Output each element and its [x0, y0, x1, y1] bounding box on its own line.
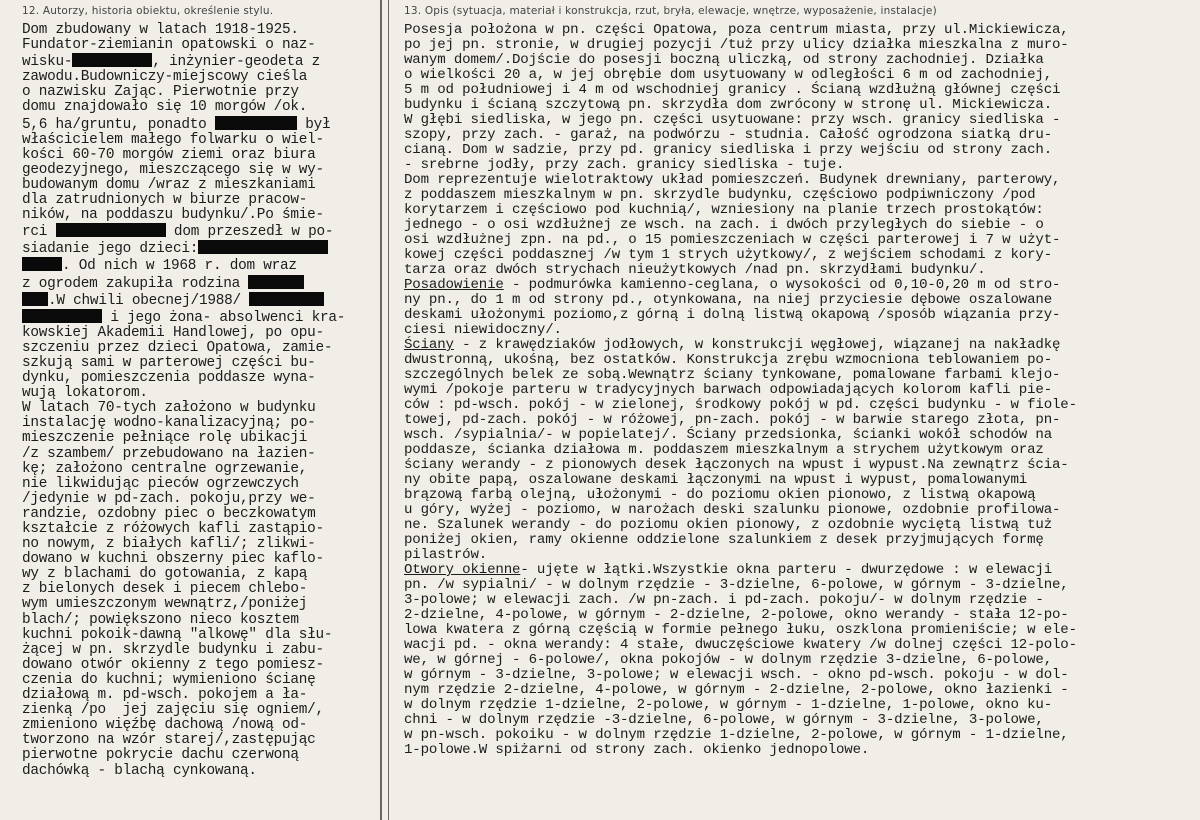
line-text: kości 60-70 morgów ziemi oraz biura [22, 146, 316, 163]
line-text: dowano w kuchni obszerny piec kaflo- [22, 551, 324, 568]
text-line [22, 613, 374, 628]
line-text: wym umieszczonym wewnątrz,/poniżej [22, 596, 308, 613]
line-text: poddasze, ścianka działowa m. poddaszem mieszkalnym a strychem użytkowym oraz [404, 442, 1044, 458]
text-line [404, 473, 1196, 488]
line-text: - podmurówka kamienno-ceglana, o wysokości od 0,10-0,20 m od stro- [503, 277, 1061, 293]
line-text: o wielkości 20 a, w jej obrębie dom usytuowany w odległości 6 m od zachodniej, [404, 67, 1052, 83]
line-text: Posesja położona w pn. części Opatowa, poza centrum miasta, przy ul.Mickiewicza, [404, 22, 1069, 38]
text-line [404, 743, 1196, 758]
text-line [22, 85, 374, 100]
line-text: zmieniono więźbę dachową /nową od- [22, 717, 308, 734]
line-text: 1-polowe.W spiżarni od strony zach. okienko jednopolowe. [404, 742, 870, 758]
text-line [22, 275, 374, 292]
line-text: dowano otwór okienny z tego pomiesz- [22, 656, 324, 673]
text-line [404, 68, 1196, 83]
text-line [22, 223, 374, 240]
line-text: ne. Szalunek werandy - do poziomu okien pionowy, z ozdobnie wyciętą listwą tuż [404, 517, 1052, 533]
text-line [404, 608, 1196, 623]
column-divider-inner [388, 0, 389, 820]
text-line [22, 148, 374, 163]
line-text: ny obite papą, oszalowane deskami łączonymi na wpust i wypust, pomalowanymi [404, 472, 1028, 488]
line-text: W latach 70-tych założono w budynku [22, 400, 316, 417]
line-text: ców : pd-wsch. pokój - w zielonej, środkowy pokój w pd. części budynku - w fiole- [404, 397, 1077, 413]
redaction-bar [22, 309, 102, 323]
text-line [404, 188, 1196, 203]
line-text: instalację wodno-kanalizacyjną; po- [22, 415, 316, 432]
line-text: kę; założono centralne ogrzewanie, [22, 460, 308, 477]
line-text: . Od nich w 1968 r. dom wraz [62, 258, 297, 275]
text-line [404, 368, 1196, 383]
line-text: - srebrne jodły, przy zach. granicy siedliska - tuje. [404, 157, 845, 173]
text-line [404, 98, 1196, 113]
line-text: /z szambem/ przebudowano na łazien- [22, 445, 316, 462]
text-line [404, 398, 1196, 413]
line-text: działową m. pd-wsch. pokojem a ła- [22, 687, 308, 704]
line-text: ników, na poddaszu budynku/.Po śmie- [22, 207, 324, 224]
text-line [22, 567, 374, 582]
section-heading: Otwory okienne [404, 562, 521, 578]
line-text: żącej w pn. skrzydle budynku i zabu- [22, 641, 324, 658]
line-text: Dom reprezentuje wielotraktowy układ pomieszczeń. Budynek drewniany, parterowy, [404, 172, 1061, 188]
text-line [22, 401, 374, 416]
text-line [404, 293, 1196, 308]
line-text: budynku i ścianą szczytową pn. skrzydła dom zwrócony w stronę ul. Mickiewicza. [404, 97, 1052, 113]
redaction-bar [56, 223, 166, 237]
line-text: wsch. /sypialnia/- w popielatej/. Ściany przedsionka, ścianki wokół schodów na [404, 427, 1052, 443]
redaction-bar [198, 240, 328, 254]
text-line [404, 128, 1196, 143]
text-line [404, 278, 1196, 293]
text-line [22, 748, 374, 763]
line-text: z bielonych desek i piecem chlebo- [22, 581, 308, 598]
line-text: blach/; powiększono nieco kosztem [22, 611, 299, 628]
line-text: wują lokatorom. [22, 385, 148, 402]
line-text: poniżej okien, ramy okienne oddzielone szalunkiem z desek przyjmujących formę [404, 532, 1044, 548]
line-text: siadanie jego dzieci: [22, 241, 199, 258]
text-line [22, 38, 374, 53]
line-text: mieszczenie pełniące rolę ubikacji [22, 430, 308, 447]
description-column [394, 0, 1200, 820]
line-text: chni - w dolnym rzędzie -3-dzielne, 6-polowe, w górnym - 3-dzielne, 3-polowe, [404, 712, 1044, 728]
line-text: rci [22, 224, 56, 241]
line-text: brązową farbą olejną, ułożonymi - do poziomu okien pionowo, z listwą okapową [404, 487, 1036, 503]
line-text: po jej pn. stronie, w drugiej pozycji /tuż przy ulicy działka mieszkalna z muro- [404, 37, 1069, 53]
text-line [22, 100, 374, 115]
line-text: jednego - o osi wzdłużnej ze wsch. na zach. i dwóch przyległych do siebie - o [404, 217, 1044, 233]
line-text: wy z blachami do gotowania, z kapą [22, 566, 308, 583]
line-text: 5,6 ha/gruntu, ponadto [22, 116, 215, 133]
line-text: osi wzdłużnej zpn. na pd., o 15 pomieszczeniach w części parterowej i 7 w użyt- [404, 232, 1061, 248]
text-line [404, 248, 1196, 263]
text-line [404, 533, 1196, 548]
line-text: no nowym, z białych kafli/; zlikwi- [22, 536, 316, 553]
line-text: czenia do kuchni; wymieniono ścianę [22, 671, 316, 688]
text-line [404, 143, 1196, 158]
text-line [22, 597, 374, 612]
line-text: wacji pd. - okna werandy: 4 stałe, dwuczęściowe kwatery /w dolnej części 12-polo- [404, 637, 1077, 653]
text-line [404, 38, 1196, 53]
text-line [404, 683, 1196, 698]
text-line [404, 548, 1196, 563]
line-text: szkują sami w parterowej części bu- [22, 354, 316, 371]
line-text: wanym domem/.Dojście do posesji boczną uliczką, od strony zachodniej. Działka [404, 52, 1044, 68]
text-line [22, 643, 374, 658]
text-line [404, 173, 1196, 188]
text-line [22, 477, 374, 492]
text-line [22, 23, 374, 38]
line-text: ny pn., do 1 m od strony pd., otynkowana, na niej przyciesie dębowe oszalowane [404, 292, 1052, 308]
line-text: pn. /w sypialni/ - w dolnym rzędzie - 3-dzielne, 6-polowe, w górnym - 3-dzielne, [404, 577, 1069, 593]
history-text [22, 23, 374, 779]
text-line [22, 193, 374, 208]
text-line [404, 263, 1196, 278]
redaction-bar [22, 292, 48, 306]
text-line [22, 658, 374, 673]
redaction-bar [215, 116, 297, 130]
text-line [22, 537, 374, 552]
redaction-bar [249, 292, 324, 306]
line-text: właścicielem małego folwarku o wiel- [22, 131, 324, 148]
text-line [404, 698, 1196, 713]
line-text: u góry, wyżej - poziomo, w narożach deski szalunku pionowe, ozdobnie profilowa- [404, 502, 1061, 518]
text-line [22, 386, 374, 401]
text-line [22, 522, 374, 537]
section-heading: Posadowienie [404, 277, 504, 293]
line-text: dwustronną, ukośną, bez ostatków. Konstrukcja zrębu wzmocniona teblowaniem po- [404, 352, 1052, 368]
text-line [404, 503, 1196, 518]
text-line [404, 83, 1196, 98]
line-text: kowskiej Akademii Handlowej, po opu- [22, 324, 324, 341]
text-line [404, 413, 1196, 428]
text-line [404, 113, 1196, 128]
text-line [404, 23, 1196, 38]
line-text: pilastrów. [404, 547, 488, 563]
text-line [404, 563, 1196, 578]
text-line [404, 593, 1196, 608]
text-line [22, 326, 374, 341]
line-text: nie likwidując pieców ogrzewczych [22, 475, 299, 492]
line-text: nym rzędzie 2-dzielne, 4-polowe, w górnym - 2-dzielne, 2-polowe, okno łazienki - [404, 682, 1069, 698]
line-text: kształcie z różowych kafli zastąpio- [22, 521, 324, 537]
text-line [22, 507, 374, 522]
line-text: z ogrodem zakupiła rodzina [22, 275, 249, 292]
line-text: w pn-wsch. pokoiku - w dolnym rzędzie 1-dzielne, 2-polowe, w górnym - 1-dzielne, [404, 727, 1069, 743]
line-text: W głębi siedliska, w jego pn. części usytuowane: przy wsch. granicy siedliska - [404, 112, 1061, 128]
text-line [404, 518, 1196, 533]
text-line [404, 323, 1196, 338]
line-text: szczeniu przez dzieci Opatowa, zamie- [22, 339, 333, 356]
text-line [22, 688, 374, 703]
line-text: towej, pd-zach. pokój - w różowej, pn-zach. pokój - w barwie starego złota, pn- [404, 412, 1061, 428]
line-text: ściany werandy - z pionowych desek łączonych na wpust i wypust.Na zewnątrz ścia- [404, 457, 1069, 473]
line-text: szczególnych belek ze sobą.Wewnątrz ściany tynkowane, pomalowane farbami klejo- [404, 367, 1061, 383]
line-text: geodezyjnego, mieszczącego się w wy- [22, 161, 324, 178]
text-line [22, 208, 374, 223]
line-text: dachówką - blachą cynkowaną. [22, 762, 257, 779]
text-line [22, 53, 374, 70]
section-heading: Ściany [404, 337, 454, 353]
line-text: Fundator-ziemianin opatowski o naz- [22, 37, 316, 54]
line-text: dom przeszedł w po- [165, 224, 334, 241]
text-line [22, 356, 374, 371]
text-line [22, 178, 374, 193]
line-text: dla zatrudnionych w biurze pracow- [22, 192, 308, 209]
line-text: był [296, 116, 331, 133]
line-text: w dolnym rzędzie 1-dzielne, 2-polowe, w górnym - 1-dzielne, 1-polowe, okno ku- [404, 697, 1052, 713]
description-header: 13. Opis (sytuacja, materiał i konstrukcja, rzut, bryła, elewacje, wnętrze, wyposażenie, instalacje) [404, 5, 937, 17]
text-line [22, 240, 374, 257]
line-text: we, w górnej - 6-polowe/, okna pokojów - w dolnym rzędzie 3-dzielne, 6-polowe, [404, 652, 1052, 668]
line-text: wymi /pokoje parteru w tradycyjnych barwach odpowiadających kolorom kafli pie- [404, 382, 1052, 398]
line-text: 5 m od południowej i 4 m od wschodniej granicy . Ścianą wzdłużną głównej części [404, 82, 1061, 98]
text-line [22, 628, 374, 643]
text-line [404, 488, 1196, 503]
text-line [404, 728, 1196, 743]
text-line [404, 653, 1196, 668]
text-line [404, 443, 1196, 458]
line-text: szopy, przy zach. - garaż, na podwórzu - studnia. Całość ogrodzona siatką dru- [404, 127, 1052, 143]
text-line [22, 116, 374, 133]
line-text: i jego żona- absolwenci kra- [102, 309, 346, 326]
line-text: tworzono na wzór starej/,zastępując [22, 732, 316, 749]
text-line [22, 673, 374, 688]
text-line [404, 428, 1196, 443]
line-text: w górnym - 3-dzielne, 3-polowe; w elewacji wsch. - okno pd-wsch. pokoju - w dol- [404, 667, 1069, 683]
redaction-bar [22, 257, 62, 271]
text-line [404, 158, 1196, 173]
line-text: o nazwisku Zając. Pierwotnie przy [22, 84, 299, 101]
text-line [22, 462, 374, 477]
text-line [22, 163, 374, 178]
text-line [22, 133, 374, 148]
line-text: - ujęte w łątki.Wszystkie okna parteru - dwurzędowe : w elewacji [520, 562, 1053, 578]
line-text: randzie, ozdobny piec o beczkowatym [22, 505, 316, 522]
redaction-bar [248, 275, 304, 289]
text-line [404, 623, 1196, 638]
line-text: lowa kwatera z górną częścią w formie pełnego łuku, oszklona promieniście; w ele- [404, 622, 1077, 638]
text-line [404, 218, 1196, 233]
text-line [22, 257, 374, 274]
line-text: Dom zbudowany w latach 1918-1925. [22, 22, 299, 38]
text-line [22, 70, 374, 85]
text-line [22, 703, 374, 718]
line-text: cianą. Dom w sadzie, przy pd. granicy siedliska i przy wejściu od strony zach. [404, 142, 1052, 158]
text-line [22, 718, 374, 733]
text-line [404, 233, 1196, 248]
text-line [404, 353, 1196, 368]
line-text: 3-polowe; w elewacji zach. /w pn-zach. i pd-zach. pokoju/- w dolnym rzędzie - [404, 592, 1044, 608]
line-text: pierwotne pokrycie dachu czerwoną [22, 747, 299, 764]
line-text: deskami ułożonymi poziomo,z górną i dolną listwą okapową /sposób wiązania przy- [404, 307, 1061, 323]
text-line [404, 668, 1196, 683]
line-text: budowanym domu /wraz z mieszkaniami [22, 176, 316, 193]
line-text: 2-dzielne, 4-polowe, w górnym - 2-dzielne, 2-polowe, okno werandy - stała 12-po- [404, 607, 1069, 623]
text-line [404, 458, 1196, 473]
line-text: zienką /po jej zajęciu się ogniem/, [22, 702, 324, 719]
text-line [22, 733, 374, 748]
line-text: , inżynier-geodeta z [152, 54, 321, 71]
line-text: wisku- [22, 54, 73, 71]
line-text: kuchni pokoik-dawną "alkowę" dla słu- [22, 626, 333, 643]
line-text: dynku, pomieszczenia poddasze wyna- [22, 370, 316, 387]
text-line [22, 552, 374, 567]
line-text: .W chwili obecnej/1988/ [48, 292, 250, 309]
line-text: - z krawędziaków jodłowych, w konstrukcji węgłowej, wiązanej na nakładkę [453, 337, 1061, 353]
text-line [404, 578, 1196, 593]
line-text: domu znajdowało się 10 morgów /ok. [22, 99, 308, 116]
text-line [404, 383, 1196, 398]
redaction-bar [72, 53, 152, 67]
text-line [22, 341, 374, 356]
text-line [22, 292, 374, 309]
text-line [22, 371, 374, 386]
text-line [22, 416, 374, 431]
history-column [0, 0, 382, 820]
text-line [22, 431, 374, 446]
text-line [404, 203, 1196, 218]
text-line [404, 713, 1196, 728]
description-text [404, 23, 1196, 758]
text-line [22, 492, 374, 507]
text-line [22, 447, 374, 462]
text-line [404, 53, 1196, 68]
text-line [404, 638, 1196, 653]
line-text: ciesi niewidoczny/. [404, 322, 562, 338]
line-text: z poddaszem mieszkalnym w pn. skrzydle budynku, częściowo podpiwniczony /pod [404, 187, 1036, 203]
line-text: zawodu.Budowniczy-miejscowy cieśla [22, 69, 308, 86]
line-text: /jedynie w pd-zach. pokoju,przy we- [22, 490, 316, 507]
text-line [22, 764, 374, 779]
text-line [22, 582, 374, 597]
line-text: korytarzem i częściowo pod kuchnią/, wzniesiony na planie trzech prostokątów: [404, 202, 1044, 218]
history-header: 12. Autorzy, historia obiektu, określenie stylu. [22, 5, 274, 17]
text-line [404, 338, 1196, 353]
line-text: tarza oraz dwóch strychach nieużytkowych /nad pn. skrzydłami budynku/. [404, 262, 986, 278]
line-text: kowej części poddasznej /w tym 1 strych użytkowy/, z wejściem schodami z kory- [404, 247, 1052, 263]
text-line [404, 308, 1196, 323]
text-line [22, 309, 374, 326]
